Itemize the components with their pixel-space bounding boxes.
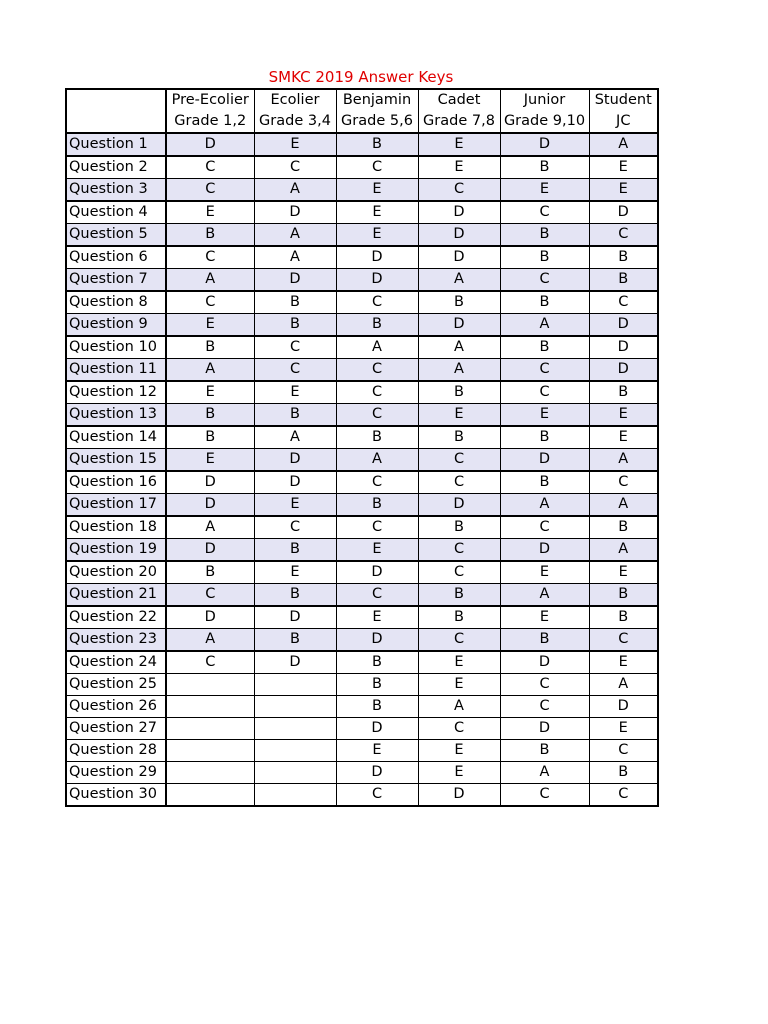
answer-cell: C (336, 381, 418, 404)
answer-cell: A (336, 449, 418, 472)
table-row (66, 762, 658, 784)
table-row (66, 381, 658, 404)
answer-cell: D (589, 336, 658, 359)
answer-cell: D (500, 539, 589, 562)
answer-cell (166, 784, 254, 807)
answer-cell: A (166, 516, 254, 539)
answer-cell: C (589, 471, 658, 494)
table-row (66, 156, 658, 179)
answer-cell (166, 674, 254, 696)
answer-cell: E (166, 449, 254, 472)
answer-cell: B (589, 269, 658, 292)
answer-cell: E (418, 156, 500, 179)
answer-cell: E (336, 740, 418, 762)
answer-cell: A (418, 696, 500, 718)
table-row (66, 471, 658, 494)
answer-cell: C (336, 784, 418, 807)
column-level: Student (589, 89, 658, 111)
answer-cell (254, 762, 336, 784)
column-level: Junior (500, 89, 589, 111)
header-row-levels (66, 89, 658, 111)
answer-cell: A (254, 426, 336, 449)
question-label: Question 1 (66, 133, 166, 156)
answer-cell: D (500, 651, 589, 674)
answer-cell: D (166, 606, 254, 629)
question-label: Question 12 (66, 381, 166, 404)
answer-cell: C (166, 291, 254, 314)
table-row (66, 584, 658, 607)
answer-cell: E (589, 426, 658, 449)
answer-cell: C (336, 404, 418, 427)
answer-cell: E (336, 606, 418, 629)
answer-cell: D (418, 494, 500, 517)
question-label: Question 7 (66, 269, 166, 292)
answer-cell: D (166, 133, 254, 156)
table-row (66, 539, 658, 562)
answer-cell (254, 740, 336, 762)
answer-cell: B (500, 246, 589, 269)
answer-cell: B (418, 516, 500, 539)
answer-cell: D (336, 718, 418, 740)
answer-cell: A (500, 762, 589, 784)
answer-cell: B (589, 516, 658, 539)
answer-cell: E (166, 314, 254, 337)
answer-cell: B (254, 539, 336, 562)
header-row-grades (66, 111, 658, 133)
answer-cell: D (589, 696, 658, 718)
question-label: Question 21 (66, 584, 166, 607)
table-row (66, 784, 658, 807)
answer-cell: B (500, 224, 589, 247)
answer-cell: C (254, 336, 336, 359)
answer-cell: B (500, 471, 589, 494)
answer-cell: C (418, 471, 500, 494)
question-label: Question 20 (66, 561, 166, 584)
answer-cell: B (166, 561, 254, 584)
answer-cell: D (254, 201, 336, 224)
table-row (66, 651, 658, 674)
answer-cell: E (500, 404, 589, 427)
answer-cell: A (589, 449, 658, 472)
answer-cell: D (500, 449, 589, 472)
answer-cell: D (336, 246, 418, 269)
question-label: Question 28 (66, 740, 166, 762)
answer-cell: C (166, 156, 254, 179)
table-row (66, 359, 658, 382)
answer-cell: C (254, 156, 336, 179)
answer-cell: C (500, 516, 589, 539)
answer-cell: B (418, 381, 500, 404)
answer-cell: E (589, 156, 658, 179)
answer-cell: A (589, 539, 658, 562)
answer-cell: C (418, 539, 500, 562)
table-row (66, 494, 658, 517)
question-label: Question 29 (66, 762, 166, 784)
table-row (66, 449, 658, 472)
question-label: Question 15 (66, 449, 166, 472)
column-grade: Grade 5,6 (336, 111, 418, 133)
answer-cell: B (166, 336, 254, 359)
answer-cell: B (500, 336, 589, 359)
answer-cell: A (254, 246, 336, 269)
answer-cell: A (166, 269, 254, 292)
answer-cell: D (254, 606, 336, 629)
column-grade: Grade 1,2 (166, 111, 254, 133)
answer-cell: B (589, 246, 658, 269)
question-label: Question 18 (66, 516, 166, 539)
answer-cell: B (254, 629, 336, 652)
answer-cell: B (418, 606, 500, 629)
question-label: Question 10 (66, 336, 166, 359)
answer-cell: C (589, 784, 658, 807)
question-label: Question 3 (66, 179, 166, 202)
answer-cell: D (166, 494, 254, 517)
corner-cell (66, 89, 166, 111)
answer-cell: C (500, 696, 589, 718)
answer-cell: B (500, 426, 589, 449)
question-label: Question 26 (66, 696, 166, 718)
answer-cell: E (336, 224, 418, 247)
answer-cell: C (589, 224, 658, 247)
answer-cell: D (336, 629, 418, 652)
answer-cell: B (336, 651, 418, 674)
answer-cell (254, 674, 336, 696)
answer-cell: C (336, 359, 418, 382)
answer-cell: E (589, 179, 658, 202)
table-row (66, 336, 658, 359)
column-grade: JC (589, 111, 658, 133)
answer-cell: E (418, 674, 500, 696)
column-level: Benjamin (336, 89, 418, 111)
question-label: Question 27 (66, 718, 166, 740)
answer-cell: C (500, 381, 589, 404)
table-row (66, 426, 658, 449)
table-row (66, 404, 658, 427)
answer-cell: E (336, 539, 418, 562)
answer-cell: C (166, 584, 254, 607)
question-label: Question 6 (66, 246, 166, 269)
answer-cell: D (418, 201, 500, 224)
question-label: Question 25 (66, 674, 166, 696)
answer-cell: C (500, 784, 589, 807)
question-label: Question 8 (66, 291, 166, 314)
column-level: Cadet (418, 89, 500, 111)
answer-cell: A (254, 224, 336, 247)
answer-cell: E (166, 381, 254, 404)
answer-cell: C (589, 629, 658, 652)
answer-cell: E (418, 651, 500, 674)
answer-cell: C (166, 179, 254, 202)
answer-cell: E (254, 381, 336, 404)
question-label: Question 16 (66, 471, 166, 494)
answer-cell: B (336, 494, 418, 517)
answer-cell: E (166, 201, 254, 224)
table-row (66, 606, 658, 629)
answer-cell: B (166, 426, 254, 449)
question-label: Question 17 (66, 494, 166, 517)
answer-cell: D (589, 359, 658, 382)
answer-cell: D (166, 539, 254, 562)
question-label: Question 9 (66, 314, 166, 337)
answer-cell: E (254, 494, 336, 517)
answer-cell: E (254, 561, 336, 584)
answer-cell: B (500, 291, 589, 314)
question-label: Question 2 (66, 156, 166, 179)
answer-cell: A (418, 336, 500, 359)
answer-cell: C (589, 291, 658, 314)
table-row (66, 291, 658, 314)
answer-cell: D (254, 651, 336, 674)
answer-cell: D (166, 471, 254, 494)
answer-cell: E (589, 561, 658, 584)
answer-cell: E (418, 404, 500, 427)
corner-cell (66, 111, 166, 133)
answer-cell: B (166, 404, 254, 427)
answer-cell: A (418, 269, 500, 292)
answer-cell: D (254, 471, 336, 494)
answer-cell: B (500, 740, 589, 762)
table-row (66, 269, 658, 292)
answer-cell (254, 696, 336, 718)
answer-cell: B (589, 381, 658, 404)
answer-cell (166, 740, 254, 762)
answer-cell: E (418, 740, 500, 762)
answer-cell: A (500, 494, 589, 517)
answer-cell: C (418, 561, 500, 584)
table-row (66, 224, 658, 247)
answer-cell: E (589, 404, 658, 427)
column-level: Ecolier (254, 89, 336, 111)
answer-cell: D (589, 314, 658, 337)
table-row (66, 246, 658, 269)
question-label: Question 22 (66, 606, 166, 629)
question-label: Question 13 (66, 404, 166, 427)
answer-cell: B (589, 606, 658, 629)
answer-cell: C (500, 269, 589, 292)
answer-cell: D (254, 449, 336, 472)
answer-cell: D (254, 269, 336, 292)
answer-cell: A (336, 336, 418, 359)
answer-cell: C (166, 651, 254, 674)
question-label: Question 23 (66, 629, 166, 652)
page-title: SMKC 2019 Answer Keys (268, 68, 454, 86)
answer-cell (254, 784, 336, 807)
answer-cell: C (418, 179, 500, 202)
answer-cell: B (254, 404, 336, 427)
answer-cell: C (336, 471, 418, 494)
answer-cell: B (254, 291, 336, 314)
answer-rows (66, 133, 658, 806)
answer-cell: B (336, 133, 418, 156)
answer-cell: E (418, 762, 500, 784)
answer-cell: D (418, 784, 500, 807)
answer-cell: B (589, 762, 658, 784)
answer-cell: D (336, 762, 418, 784)
table-row (66, 516, 658, 539)
answer-cell: A (589, 133, 658, 156)
answer-cell: A (500, 314, 589, 337)
answer-cell: B (336, 426, 418, 449)
answer-cell: B (254, 314, 336, 337)
answer-cell: E (500, 561, 589, 584)
answer-cell: B (500, 629, 589, 652)
answer-cell: D (500, 133, 589, 156)
table-row (66, 133, 658, 156)
answer-cell: C (166, 246, 254, 269)
answer-cell: B (254, 584, 336, 607)
answer-cell: C (254, 359, 336, 382)
table-row (66, 179, 658, 202)
question-label: Question 14 (66, 426, 166, 449)
answer-cell: C (500, 359, 589, 382)
answer-cell: E (254, 133, 336, 156)
answer-cell: A (500, 584, 589, 607)
answer-cell: C (336, 291, 418, 314)
table-row (66, 718, 658, 740)
answer-cell: A (166, 359, 254, 382)
answer-cell: E (336, 201, 418, 224)
answer-cell: E (500, 179, 589, 202)
column-grade: Grade 9,10 (500, 111, 589, 133)
answer-cell: C (254, 516, 336, 539)
answer-cell: A (418, 359, 500, 382)
answer-cell: E (500, 606, 589, 629)
answer-cell: C (589, 740, 658, 762)
answer-cell: D (336, 561, 418, 584)
answer-cell (254, 718, 336, 740)
answer-cell: B (336, 696, 418, 718)
answer-cell: C (500, 674, 589, 696)
answer-cell: B (166, 224, 254, 247)
table-row (66, 629, 658, 652)
column-grade: Grade 3,4 (254, 111, 336, 133)
question-label: Question 4 (66, 201, 166, 224)
question-label: Question 24 (66, 651, 166, 674)
answer-cell: E (336, 179, 418, 202)
answer-cell: C (500, 201, 589, 224)
answer-cell (166, 762, 254, 784)
table-row (66, 674, 658, 696)
answer-cell: B (336, 674, 418, 696)
question-label: Question 30 (66, 784, 166, 807)
answer-cell: C (418, 449, 500, 472)
table-row (66, 740, 658, 762)
answer-cell: E (589, 651, 658, 674)
answer-cell: B (500, 156, 589, 179)
answer-cell: B (336, 314, 418, 337)
answer-cell: B (418, 426, 500, 449)
table-row (66, 314, 658, 337)
answer-cell: A (254, 179, 336, 202)
answer-cell: C (418, 718, 500, 740)
answer-cell: E (418, 133, 500, 156)
column-level: Pre-Ecolier (166, 89, 254, 111)
answer-cell: B (418, 584, 500, 607)
table-row (66, 201, 658, 224)
table-row (66, 696, 658, 718)
answer-cell (166, 696, 254, 718)
answer-cell: E (589, 718, 658, 740)
answer-cell: D (336, 269, 418, 292)
table-row (66, 561, 658, 584)
answer-cell: D (500, 718, 589, 740)
answer-cell: D (418, 246, 500, 269)
answer-cell: C (336, 516, 418, 539)
answer-cell: D (589, 201, 658, 224)
answer-cell (166, 718, 254, 740)
question-label: Question 5 (66, 224, 166, 247)
answer-cell: D (418, 314, 500, 337)
answer-cell: C (336, 156, 418, 179)
answer-cell: C (418, 629, 500, 652)
answer-cell: C (336, 584, 418, 607)
answer-cell: A (589, 494, 658, 517)
question-label: Question 11 (66, 359, 166, 382)
answer-key-table (65, 88, 659, 807)
answer-cell: B (589, 584, 658, 607)
question-label: Question 19 (66, 539, 166, 562)
answer-cell: A (166, 629, 254, 652)
answer-cell: D (418, 224, 500, 247)
column-grade: Grade 7,8 (418, 111, 500, 133)
answer-cell: A (589, 674, 658, 696)
answer-cell: B (418, 291, 500, 314)
